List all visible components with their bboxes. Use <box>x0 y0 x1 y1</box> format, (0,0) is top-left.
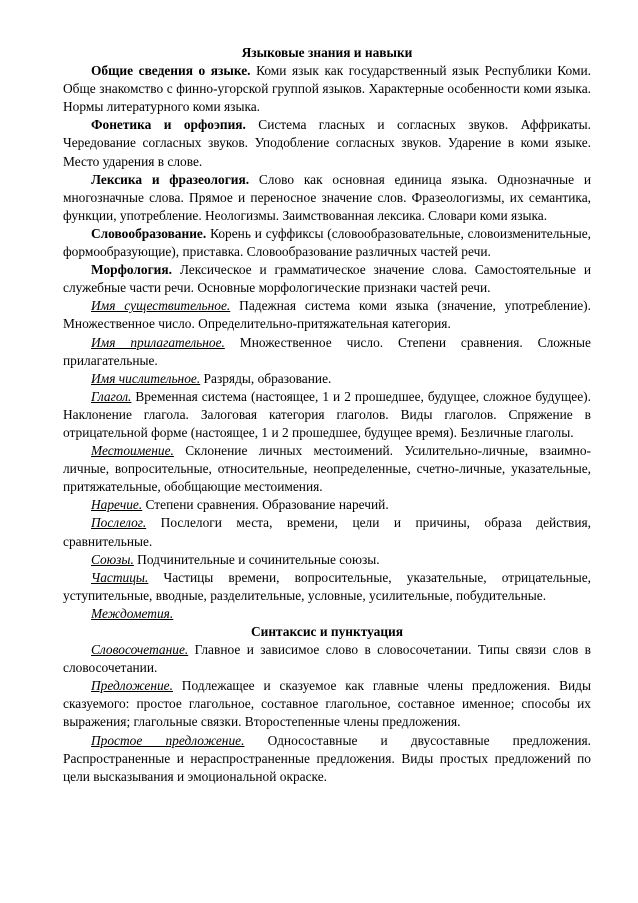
heading-sentence: Предложение. <box>91 678 173 694</box>
heading-noun: Имя существительное. <box>91 298 231 314</box>
text-adverb: Степени сравнения. Образование наречий. <box>142 497 389 513</box>
text-noun: Падежная система коми языка (значение, употребление). Множественное число. Определительно-притяжательная категория. <box>63 298 591 332</box>
text-verb: Временная система (настоящее, 1 и 2 прошедшее, будущее, сложное будущее). Наклонение глагола. Залоговая категория глаголов. Виды глаголов. Спряжение в отрицательной форме (настоящее, 1 и 2 прошедшее, будущее время). Безличные глаголы. <box>63 388 591 440</box>
paragraph-postposition <box>63 514 591 550</box>
paragraph-conjunctions <box>63 551 591 569</box>
section-title-language-skills: Языковые знания и навыки <box>241 45 413 60</box>
paragraph-particles <box>63 569 591 605</box>
heading-lexicon: Лексика и фразеология. <box>91 171 250 187</box>
text-particles: Частицы времени, вопросительные, указательные, отрицательные, уступительные, вводные, разделительные, условные, усилительные, побудительные. <box>63 569 591 603</box>
heading-conjunctions: Союзы. <box>91 551 134 567</box>
heading-numeral: Имя числительное. <box>91 370 201 386</box>
heading-postposition: Послелог. <box>91 515 147 531</box>
paragraph-pronoun <box>63 442 591 496</box>
text-sentence: Подлежащее и сказуемое как главные члены предложения. Виды сказуемого: простое глагольное, составное глагольное, составное именное; способы их выражения; глагольные связки. Второстепенные члены предложения. <box>63 678 591 730</box>
text-numeral: Разряды, образование. <box>200 370 332 386</box>
heading-word-formation: Словообразование. <box>91 225 207 241</box>
text-conjunctions: Подчинительные и сочинительные союзы. <box>133 551 380 567</box>
text-lexicon: Слово как основная единица языка. Однозначные и многозначные слова. Прямое и переносное значение слов. Фразеологизмы, их семантика, функции, употребление. Неологизмы. Заимствованная лексика. Словари коми языка. <box>63 171 591 223</box>
paragraph-adjective <box>63 334 591 370</box>
paragraph-phonetics <box>63 116 591 170</box>
text-pronoun: Склонение личных местоимений. Усилительно-личные, взаимно-личные, вопросительные, относительные, неопределенные, счетно-личные, указательные, притяжательные, обобщающие местоимения. <box>63 443 591 495</box>
heading-simple-sentence: Простое предложение. <box>91 732 245 748</box>
paragraph-morphology <box>63 261 591 297</box>
heading-particles: Частицы. <box>91 569 149 585</box>
text-simple-sentence: Односоставные и двусоставные предложения. Распространенные и нераспространенные предложения. Виды простых предложений по цели высказывания и эмоциональной окраске. <box>63 732 591 784</box>
heading-general-info: Общие сведения о языке. <box>91 63 251 79</box>
paragraph-noun <box>63 297 591 333</box>
paragraph-phrase <box>63 641 591 677</box>
text-phrase: Главное и зависимое слово в словосочетании. Типы связи слов в словосочетании. <box>63 642 591 676</box>
text-general-info: Коми язык как государственный язык Республики Коми. Обще знакомство с финно-угорской группой языков. Характерные особенности коми языка. Нормы литературного коми языка. <box>63 63 591 115</box>
heading-pronoun: Местоимение. <box>91 443 174 459</box>
text-word-formation: Корень и суффиксы (словообразовательные, словоизменительные, формообразующие), приставка. Словообразование различных частей речи. <box>63 225 591 260</box>
document-page <box>63 44 591 786</box>
text-morphology: Лексическое и грамматическое значение слова. Самостоятельные и служебные части речи. Основные морфологические признаки частей речи. <box>63 262 591 296</box>
paragraph-lexicon <box>63 171 591 225</box>
paragraph-verb <box>63 388 591 442</box>
paragraph-word-formation <box>63 225 591 261</box>
paragraph-adverb <box>63 496 591 514</box>
paragraph-sentence <box>63 677 591 731</box>
heading-morphology: Морфология. <box>91 262 172 278</box>
paragraph-numeral <box>63 370 591 388</box>
heading-verb: Глагол. <box>91 388 132 404</box>
heading-phrase: Словосочетание. <box>91 642 189 658</box>
text-postposition: Послелоги места, времени, цели и причины, образа действия, сравнительные. <box>63 515 591 549</box>
paragraph-interjections <box>63 605 591 623</box>
text-phonetics: Система гласных и согласных звуков. Аффрикаты. Чередование согласных звуков. Уподобление согласных звуков. Ударение в коми языке. Место ударения в слове. <box>63 117 591 169</box>
paragraph-simple-sentence <box>63 732 591 786</box>
heading-adverb: Наречие. <box>91 497 143 513</box>
section-title-syntax: Синтаксис и пунктуация <box>250 624 404 639</box>
heading-interjections: Междометия. <box>91 605 174 621</box>
paragraph-general-info <box>63 62 591 116</box>
heading-adjective: Имя прилагательное. <box>91 334 225 350</box>
heading-phonetics: Фонетика и орфоэпия. <box>91 117 246 133</box>
text-adjective: Множественное число. Степени сравнения. Сложные прилагательные. <box>63 334 592 368</box>
